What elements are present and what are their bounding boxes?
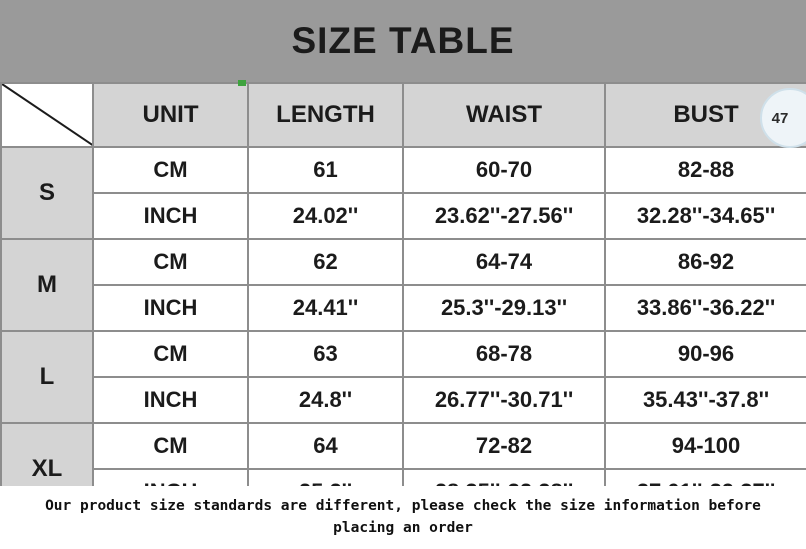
size-label-s: S <box>1 147 93 239</box>
size-label-m: M <box>1 239 93 331</box>
table-row <box>1 331 806 377</box>
length-cell: 24.8'' <box>248 377 403 423</box>
table-row <box>1 377 806 423</box>
table-row <box>1 423 806 469</box>
waist-cell: 60-70 <box>403 147 605 193</box>
column-header-bust: BUST <box>605 83 806 147</box>
column-header-waist: WAIST <box>403 83 605 147</box>
length-cell: 61 <box>248 147 403 193</box>
table-row <box>1 285 806 331</box>
table-row <box>1 193 806 239</box>
waist-cell: 64-74 <box>403 239 605 285</box>
length-cell: 62 <box>248 239 403 285</box>
page-title: SIZE TABLE <box>291 20 515 61</box>
footer-note-line1: Our product size standards are different, please check the size information before <box>45 498 761 515</box>
size-label-xl: XL <box>1 423 93 515</box>
unit-cell: CM <box>93 423 248 469</box>
bust-cell: 32.28''-34.65'' <box>605 193 806 239</box>
table-header-row <box>1 83 806 147</box>
bust-cell: 35.43''-37.8'' <box>605 377 806 423</box>
waist-cell: 68-78 <box>403 331 605 377</box>
diagonal-divider-icon <box>2 84 92 146</box>
waist-cell: 25.3''-29.13'' <box>403 285 605 331</box>
bust-cell: 94-100 <box>605 423 806 469</box>
bust-cell: 86-92 <box>605 239 806 285</box>
length-cell: 63 <box>248 331 403 377</box>
length-cell: 24.41'' <box>248 285 403 331</box>
green-marker <box>238 80 246 86</box>
table-header <box>1 83 806 147</box>
waist-cell: 72-82 <box>403 423 605 469</box>
bust-cell: 82-88 <box>605 147 806 193</box>
size-table <box>0 82 806 516</box>
column-header-unit: UNIT <box>93 83 248 147</box>
footer-note-line2: placing an order <box>333 519 473 536</box>
length-cell: 64 <box>248 423 403 469</box>
table-row <box>1 239 806 285</box>
size-label-l: L <box>1 331 93 423</box>
waist-cell: 23.62''-27.56'' <box>403 193 605 239</box>
footer-note <box>0 486 806 549</box>
table-row <box>1 147 806 193</box>
length-cell: 24.02'' <box>248 193 403 239</box>
unit-cell: CM <box>93 331 248 377</box>
bust-cell: 90-96 <box>605 331 806 377</box>
unit-cell: INCH <box>93 377 248 423</box>
unit-cell: CM <box>93 239 248 285</box>
table-corner-cell <box>1 83 93 147</box>
unit-cell: INCH <box>93 193 248 239</box>
unit-cell: INCH <box>93 285 248 331</box>
quantity-badge-label: 47 <box>771 109 789 127</box>
bust-cell: 33.86''-36.22'' <box>605 285 806 331</box>
table-body <box>1 147 806 515</box>
waist-cell: 26.77''-30.71'' <box>403 377 605 423</box>
column-header-length: LENGTH <box>248 83 403 147</box>
unit-cell: CM <box>93 147 248 193</box>
title-bar <box>0 0 806 82</box>
